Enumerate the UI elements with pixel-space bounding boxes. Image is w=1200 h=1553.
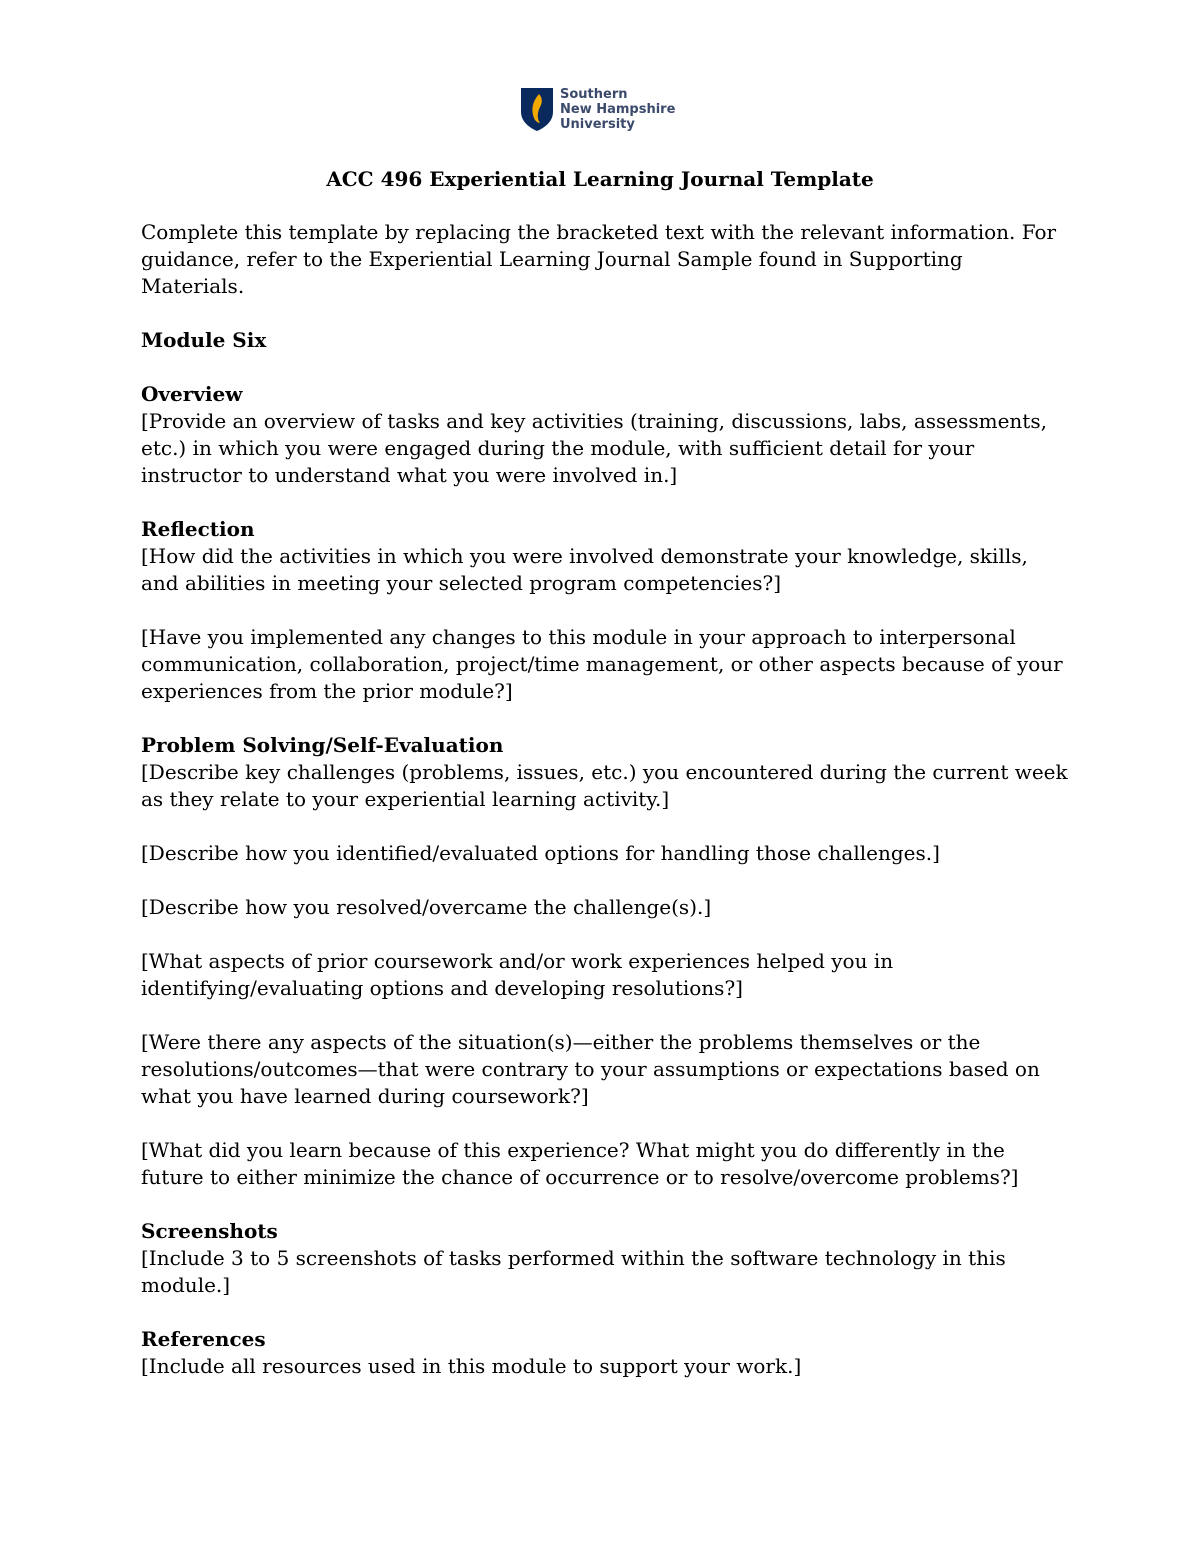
document-body <box>141 219 1071 1380</box>
overview-text: [Provide an overview of tasks and key activities (training, discussions, labs, assessments, etc.) in which you were engaged during the module, with sufficient detail for your instructor to understand what you were involved in.] <box>141 409 1047 487</box>
reflection-heading: Reflection <box>141 517 255 541</box>
module-heading: Module Six <box>141 328 267 352</box>
problem-solving-heading: Problem Solving/Self-Evaluation <box>141 733 504 757</box>
intro-paragraph: Complete this template by replacing the bracketed text with the relevant information. For guidance, refer to the Experiential Learning Journal Sample found in Supporting Materials. <box>141 220 1057 298</box>
references-heading: References <box>141 1327 266 1351</box>
references-text: [Include all resources used in this module to support your work.] <box>141 1354 802 1378</box>
shield-flame-icon <box>520 86 554 132</box>
logo-line-2: New Hampshire <box>560 101 676 117</box>
problem-solving-paragraph-5: [Were there any aspects of the situation(s)—either the problems themselves or the resolutions/outcomes—that were contrary to your assumptions or expectations based on what you have learned during coursework?] <box>141 1030 1040 1108</box>
problem-solving-paragraph-1: [Describe key challenges (problems, issues, etc.) you encountered during the current week as they relate to your experiential learning activity.] <box>141 760 1068 811</box>
logo-line-3: University <box>560 116 635 132</box>
problem-solving-paragraph-3: [Describe how you resolved/overcame the challenge(s).] <box>141 895 712 919</box>
reflection-paragraph-2: [Have you implemented any changes to this module in your approach to interpersonal communication, collaboration, project/time management, or other aspects because of your experiences from the prior module?] <box>141 625 1063 703</box>
logo-wordmark <box>560 87 675 132</box>
screenshots-text: [Include 3 to 5 screenshots of tasks performed within the software technology in this module.] <box>141 1246 1006 1297</box>
overview-heading: Overview <box>141 382 243 406</box>
problem-solving-paragraph-2: [Describe how you identified/evaluated options for handling those challenges.] <box>141 841 940 865</box>
logo-line-1: Southern <box>560 86 628 102</box>
reflection-paragraph-1: [How did the activities in which you were involved demonstrate your knowledge, skills, and abilities in meeting your selected program competencies?] <box>141 544 1028 595</box>
document-title: ACC 496 Experiential Learning Journal Template <box>326 167 874 191</box>
problem-solving-paragraph-4: [What aspects of prior coursework and/or work experiences helped you in identifying/evaluating options and developing resolutions?] <box>141 949 894 1000</box>
university-logo <box>520 84 690 134</box>
problem-solving-paragraph-6: [What did you learn because of this experience? What might you do differently in the future to either minimize the chance of occurrence or to resolve/overcome problems?] <box>141 1138 1019 1189</box>
screenshots-heading: Screenshots <box>141 1219 278 1243</box>
